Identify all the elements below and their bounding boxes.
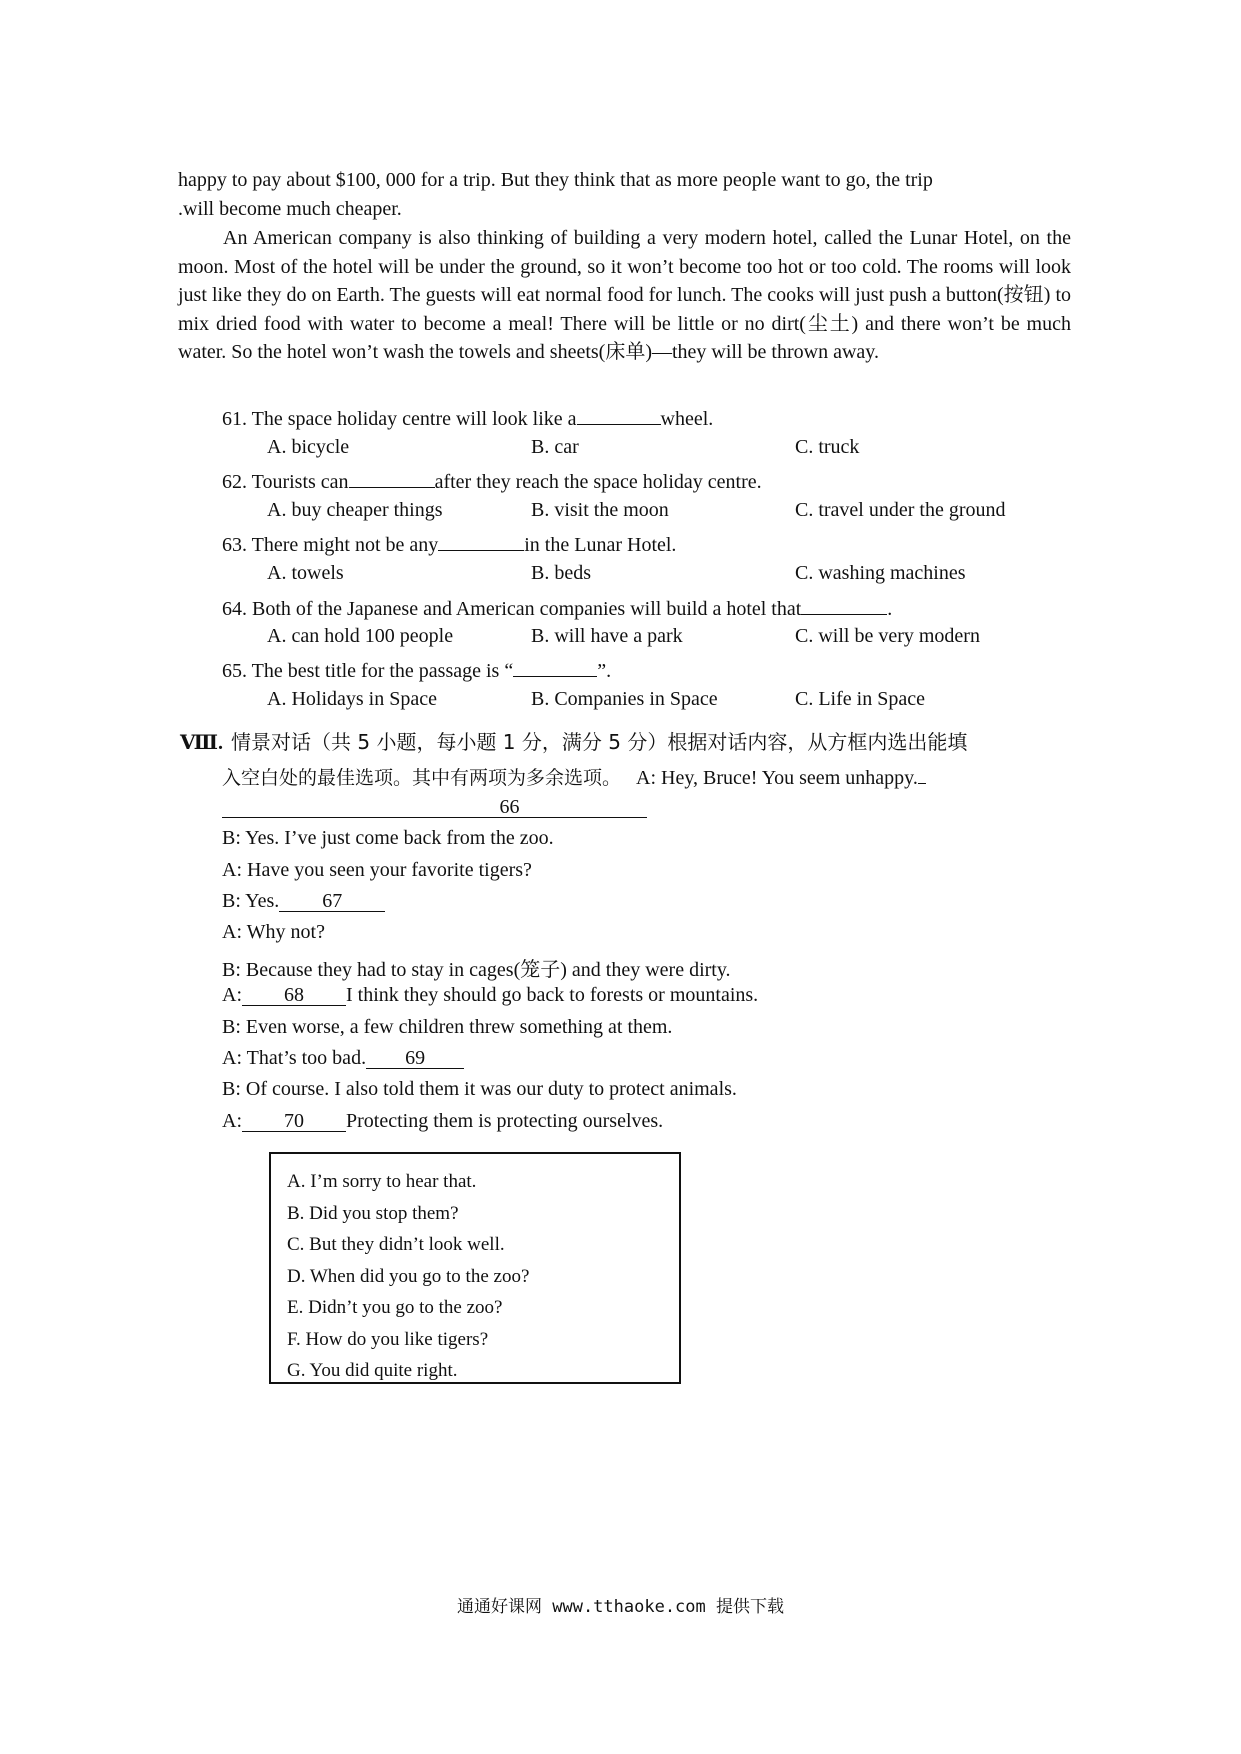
question-62-stem: 62. Tourists can <box>222 471 349 493</box>
dialogue-line-66 <box>222 796 647 819</box>
dialogue-line-3-text: B: Yes. <box>222 890 280 912</box>
question-65-stem: 65. The best title for the passage is “ <box>222 660 514 682</box>
option-62-b: B. visit the moon <box>531 499 669 521</box>
question-61-stem: 61. The space holiday centre will look like a <box>222 408 577 430</box>
dialogue-line-10 <box>222 1110 663 1133</box>
passage-line-2: .will become much cheaper. <box>178 198 402 220</box>
option-65-c: C. Life in Space <box>795 688 925 710</box>
question-61-stem-end: wheel. <box>660 408 714 430</box>
option-61-c: C. truck <box>795 436 860 458</box>
passage-line-1: happy to pay about $100, 000 for a trip. But they think that as more people want to go, the trip <box>178 169 933 191</box>
question-64 <box>222 594 892 621</box>
answer-blank-63[interactable] <box>438 530 524 551</box>
section-8-instruction-line-2: 入空白处的最佳选项。其中有两项为多余选项。 <box>222 767 622 789</box>
option-62-a: A. buy cheaper things <box>267 499 443 521</box>
answer-blank-64[interactable] <box>801 594 887 615</box>
passage-paragraph-2: An American company is also thinking of building a very modern hotel, called the Lunar Hotel, on the moon. Most of the hotel will be under the ground, so it won’t become too hot or too cold. The rooms will look just like they do on Earth. The guests will eat normal food for lunch. The cooks will just push a button(按钮) to mix dried food with water to become a meal! There will be little or no dirt(尘土) and there won’t be much water. So the hotel won’t wash the towels and sheets(床单)—they will be thrown away. <box>178 227 1071 363</box>
option-box-b: B. Did you stop them? <box>287 1202 459 1224</box>
option-65-b: B. Companies in Space <box>531 688 718 710</box>
section-8-heading <box>180 726 967 755</box>
option-box-c: C. But they didn’t look well. <box>287 1234 505 1255</box>
option-63-a: A. towels <box>267 562 344 584</box>
option-64-a: A. can hold 100 people <box>267 625 454 647</box>
dialogue-first-line: A: Hey, Bruce! You seem unhappy. <box>636 767 918 789</box>
question-63-stem: 63. There might not be any <box>222 534 439 556</box>
question-62-stem-end: after they reach the space holiday centre. <box>434 471 762 493</box>
answer-blank-70[interactable]: 70 <box>242 1111 346 1132</box>
option-64-b: B. will have a park <box>531 625 683 647</box>
dialogue-line-6-prefix: A: <box>222 984 242 1006</box>
dialogue-line-7: B: Even worse, a few children threw something at them. <box>222 1016 673 1038</box>
dialogue-line-10-text: Protecting them is protecting ourselves. <box>346 1110 664 1132</box>
option-box-e: E. Didn’t you go to the zoo? <box>287 1297 503 1318</box>
question-62 <box>222 467 762 494</box>
answer-blank-62[interactable] <box>349 467 435 488</box>
answer-blank-69[interactable]: 69 <box>366 1048 464 1069</box>
option-65-a: A. Holidays in Space <box>267 688 437 710</box>
option-63-b: B. beds <box>531 562 591 584</box>
section-8-line-2 <box>222 763 926 790</box>
option-box-d: D. When did you go to the zoo? <box>287 1265 530 1287</box>
answer-blank-65[interactable] <box>513 656 597 677</box>
dialogue-line-9: B: Of course. I also told them it was our duty to protect animals. <box>222 1078 737 1100</box>
question-65 <box>222 656 611 683</box>
option-62-c: C. travel under the ground <box>795 499 1006 521</box>
reading-passage <box>178 166 1071 367</box>
dialogue-line-2: A: Have you seen your favorite tigers? <box>222 859 532 881</box>
option-61-b: B. car <box>531 436 579 458</box>
section-8-numeral: Ⅷ. <box>180 732 223 754</box>
answer-blank-67[interactable]: 67 <box>279 891 385 912</box>
dialogue-line-10-prefix: A: <box>222 1110 242 1132</box>
option-64-c: C. will be very modern <box>795 625 980 647</box>
question-61 <box>222 404 713 431</box>
option-61-a: A. bicycle <box>267 436 350 458</box>
option-63-c: C. washing machines <box>795 562 966 584</box>
option-box-a: A. I’m sorry to hear that. <box>287 1171 477 1192</box>
dialogue-line-3 <box>222 890 385 913</box>
dialogue-line-8-text: A: That’s too bad. <box>222 1047 367 1069</box>
dialogue-line-8 <box>222 1047 464 1070</box>
options-box <box>269 1152 681 1384</box>
section-8-instruction-line-1: 情景对话（共 5 小题，每小题 1 分，满分 5 分）根据对话内容，从方框内选出能填 <box>231 730 968 754</box>
answer-blank-61[interactable] <box>577 404 661 425</box>
option-box-g: G. You did quite right. <box>287 1360 458 1381</box>
option-box-f: F. How do you like tigers? <box>287 1328 489 1350</box>
dialogue-line-5: B: Because they had to stay in cages(笼子) and they were dirty. <box>222 959 731 981</box>
answer-blank-68[interactable]: 68 <box>242 985 346 1006</box>
question-64-stem: 64. Both of the Japanese and American companies will build a hotel that <box>222 598 802 620</box>
dialogue-line-1: B: Yes. I’ve just come back from the zoo. <box>222 827 554 849</box>
question-64-stem-end: . <box>887 598 893 620</box>
question-63-stem-end: in the Lunar Hotel. <box>524 534 677 556</box>
dialogue-line-4: A: Why not? <box>222 921 325 943</box>
dialogue-line-6-text: I think they should go back to forests or mountains. <box>346 984 759 1006</box>
page-footer: 通通好课网 www.tthaoke.com 提供下载 <box>457 1597 784 1617</box>
answer-blank-66[interactable]: 66 <box>222 797 647 818</box>
question-65-stem-end: ”. <box>597 660 612 682</box>
dialogue-line-6 <box>222 984 758 1007</box>
question-63 <box>222 530 676 557</box>
